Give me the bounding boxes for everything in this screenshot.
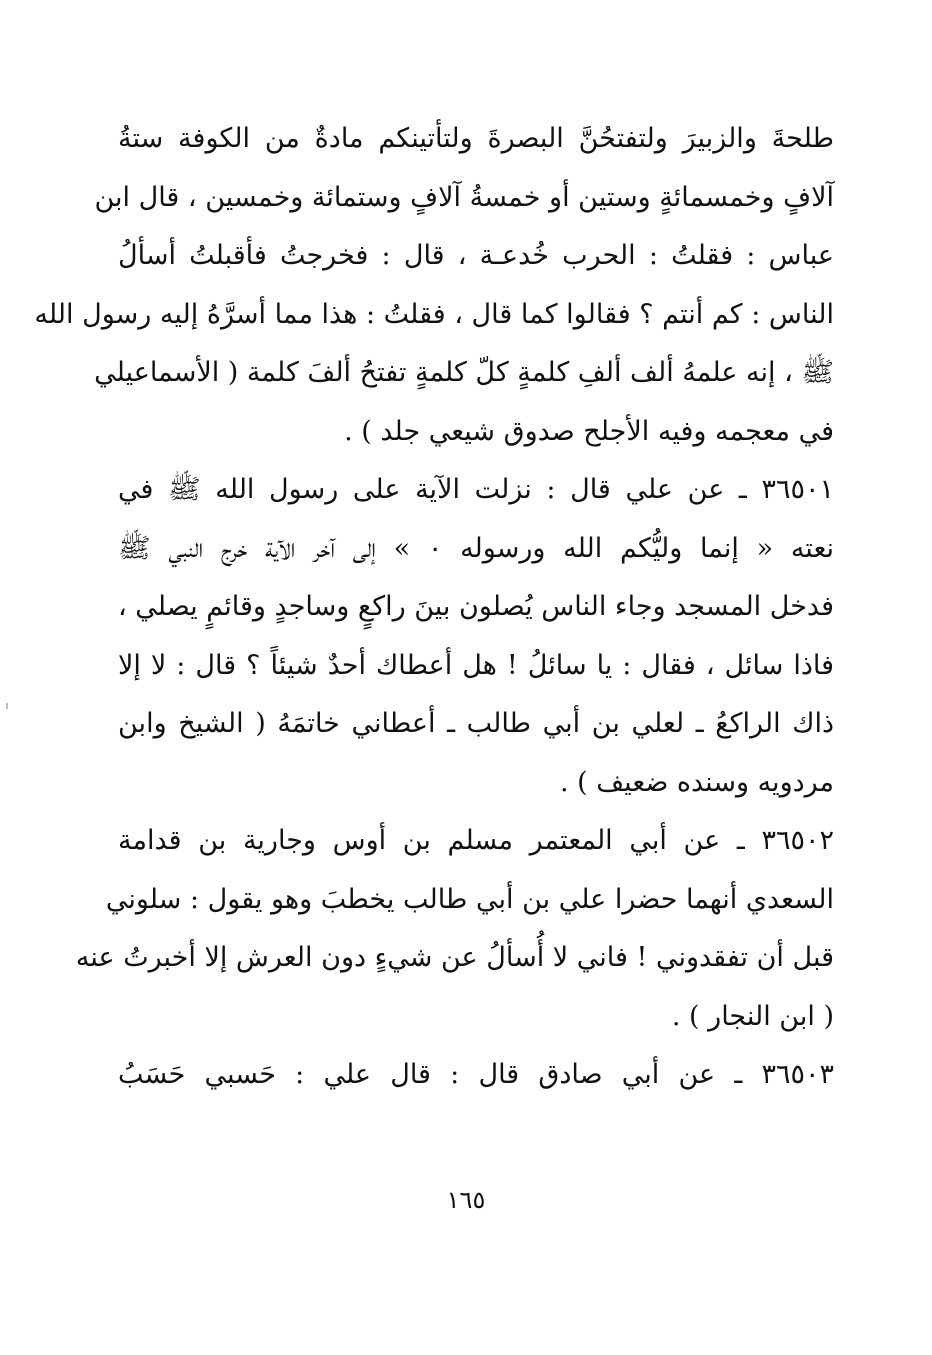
text-line: ( ابن النجار ) . bbox=[671, 1000, 834, 1032]
text-line: فاذا سائل ، فقال : يا سائلُ ! هل أعطاك أحدٌ شيئاً ؟ قال : لا إلا bbox=[118, 649, 834, 681]
hadith-36503-start: ٣٦٥٠٣ ـ عن أبي صادق قال : قال علي : حَسبي حَسَبُ bbox=[118, 1059, 834, 1090]
text-line: نعته « إنما وليُّكم الله ورسوله ٠ » إلى آخر الآية خرج النبي ﷺ bbox=[118, 532, 834, 564]
page-number: ١٦٥ bbox=[446, 1186, 486, 1214]
text-line: فدخل المسجد وجاء الناس يُصلون بينَ راكعٍ وساجدٍ وقائمٍ يصلي ، bbox=[118, 591, 834, 622]
text-line: ذاك الراكعُ ـ لعلي بن أبي طالب ـ أعطاني خاتمَهُ ( الشيخ وابن bbox=[118, 708, 834, 739]
text-line: عباس : فقلتُ : الحرب خُدعـة ، قال : فخرجتُ فأقبلتُ أسألُ bbox=[118, 240, 834, 271]
text-line: طلحةَ والزبيرَ ولتفتحُنَّ البصرةَ ولتأتينكم مادةٌ من الكوفة ستةُ bbox=[118, 123, 834, 154]
text-line: السعدي أنهما حضرا علي بن أبي طالب يخطبَ وهو يقول : سلوني bbox=[105, 883, 834, 915]
text-line: ﷺ ، إنه علمهُ ألف ألفِ كلمةٍ كلّ كلمةٍ تفتحُ ألفَ كلمة ( الأسماعيلي bbox=[94, 357, 834, 388]
text-line: آلافٍ وخمسمائةٍ وستين أو خمسةُ آلافٍ وستمائة وخمسين ، قال ابن bbox=[94, 181, 834, 213]
text-line: الناس : كم أنتم ؟ فقالوا كما قال ، فقلتُ : هذا مما أسرَّهُ إليه رسول الله bbox=[34, 298, 834, 330]
hadith-36502-start: ٣٦٥٠٢ ـ عن أبي المعتمر مسلم بن أوس وجارية بن قدامة bbox=[118, 825, 834, 856]
hadith-36501-start: ٣٦٥٠١ ـ عن علي قال : نزلت الآية على رسول الله ﷺ في bbox=[118, 474, 834, 505]
text-body bbox=[34, 110, 834, 1105]
text-line: في معجمه وفيه الأجلح صدوق شيعي جلد ) . bbox=[344, 415, 834, 447]
scan-speck bbox=[6, 703, 8, 709]
text-line: قبل أن تفقدوني ! فاني لا أُسألُ عن شيءٍ دون العرش إلا أخبرتُ عنه bbox=[75, 942, 834, 973]
text-line: مردويه وسنده ضعيف ) . bbox=[559, 766, 834, 798]
